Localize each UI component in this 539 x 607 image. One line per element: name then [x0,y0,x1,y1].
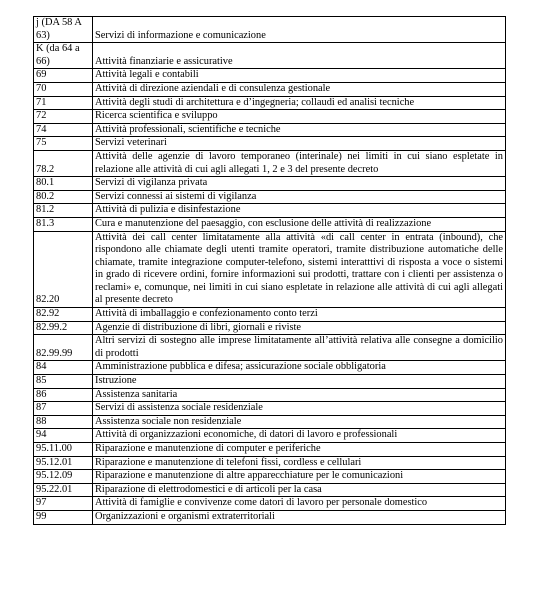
code-cell: 80.2 [34,190,93,204]
table-row [34,429,506,443]
table-row [34,137,506,151]
code-cell: 74 [34,123,93,137]
description-cell: Servizi di informazione e comunicazione [93,17,506,43]
table-row [34,82,506,96]
ateco-codes-table [33,16,506,525]
description-cell: Attività delle agenzie di lavoro temporaneo (interinale) nei limiti in cui siano espletate in relazione alle attività di cui agli allegati 1, 2 e 3 del presente decreto [93,150,506,176]
code-cell: 86 [34,388,93,402]
description-cell: Assistenza sociale non residenziale [93,415,506,429]
table-row [34,361,506,375]
description-cell: Attività di famiglie e convivenze come datori di lavoro per personale domestico [93,497,506,511]
description-cell: Attività degli studi di architettura e d’ingegneria; collaudi ed analisi tecniche [93,96,506,110]
description-cell: Istruzione [93,375,506,389]
ateco-table-document [33,16,505,525]
table-row [34,470,506,484]
code-cell: 84 [34,361,93,375]
code-cell: 70 [34,82,93,96]
description-cell: Attività di direzione aziendali e di consulenza gestionale [93,82,506,96]
table-row [34,69,506,83]
table-row [34,375,506,389]
description-cell: Riparazione e manutenzione di altre apparecchiature per le comunicazioni [93,470,506,484]
description-cell: Servizi veterinari [93,137,506,151]
table-row [34,335,506,361]
code-cell: 69 [34,69,93,83]
table-row [34,17,506,43]
table-row [34,497,506,511]
table-row [34,217,506,231]
table-row [34,190,506,204]
table-row [34,308,506,322]
code-cell: 99 [34,510,93,524]
code-cell: 94 [34,429,93,443]
description-cell: Attività di pulizia e disinfestazione [93,204,506,218]
description-cell: Servizi connessi ai sistemi di vigilanza [93,190,506,204]
table-row [34,177,506,191]
table-row [34,483,506,497]
table-row [34,321,506,335]
code-cell: 95.12.09 [34,470,93,484]
description-cell: Attività dei call center limitatamente alla attività «di call center in entrata (inbound), che rispondono alle chiamate degli utenti tramite operatori, tramite distribuzione automatiche delle chiamate, tramite integrazione computer-telefono, sistemi interatttivi di risposta a voce o sistemi in grado di ricevere ordini, fornire informazioni sui prodotti, trattare con i clienti per assistenza o reclami» e, comunque, nei limiti in cui siano espletate in relazione alle attività di cui agli allegati al presente decreto [93,231,506,308]
code-cell: 80.1 [34,177,93,191]
code-cell: 95.22.01 [34,483,93,497]
table-row [34,443,506,457]
description-cell: Ricerca scientifica e sviluppo [93,110,506,124]
code-cell: 82.20 [34,231,93,308]
table-row [34,402,506,416]
code-cell: 71 [34,96,93,110]
description-cell: Attività finanziarie e assicurative [93,43,506,69]
table-row [34,150,506,176]
description-cell: Riparazione e manutenzione di computer e periferiche [93,443,506,457]
code-cell: 81.3 [34,217,93,231]
description-cell: Attività di imballaggio e confezionamento conto terzi [93,308,506,322]
code-cell: 88 [34,415,93,429]
code-cell: 78.2 [34,150,93,176]
code-cell: j (DA 58 A 63) [34,17,93,43]
description-cell: Attività professionali, scientifiche e tecniche [93,123,506,137]
code-cell: 85 [34,375,93,389]
description-cell: Organizzazioni e organismi extraterritoriali [93,510,506,524]
table-row [34,123,506,137]
table-row [34,231,506,308]
code-cell: 75 [34,137,93,151]
code-cell: 81.2 [34,204,93,218]
description-cell: Assistenza sanitaria [93,388,506,402]
table-row [34,388,506,402]
description-cell: Attività legali e contabili [93,69,506,83]
table-row [34,204,506,218]
description-cell: Riparazione di elettrodomestici e di articoli per la casa [93,483,506,497]
table-row [34,110,506,124]
code-cell: 82.99.99 [34,335,93,361]
description-cell: Agenzie di distribuzione di libri, giornali e riviste [93,321,506,335]
description-cell: Altri servizi di sostegno alle imprese limitatamente all’attività relativa alle consegne a domicilio di prodotti [93,335,506,361]
code-cell: 87 [34,402,93,416]
code-cell: 97 [34,497,93,511]
description-cell: Riparazione e manutenzione di telefoni fissi, cordless e cellulari [93,456,506,470]
code-cell: K (da 64 a 66) [34,43,93,69]
table-row [34,510,506,524]
code-cell: 72 [34,110,93,124]
description-cell: Cura e manutenzione del paesaggio, con esclusione delle attività di realizzazione [93,217,506,231]
table-row [34,415,506,429]
description-cell: Servizi di assistenza sociale residenziale [93,402,506,416]
description-cell: Attività di organizzazioni economiche, di datori di lavoro e professionali [93,429,506,443]
code-cell: 95.12.01 [34,456,93,470]
code-cell: 82.92 [34,308,93,322]
code-cell: 82.99.2 [34,321,93,335]
code-cell: 95.11.00 [34,443,93,457]
table-row [34,456,506,470]
table-row [34,96,506,110]
description-cell: Amministrazione pubblica e difesa; assicurazione sociale obbligatoria [93,361,506,375]
description-cell: Servizi di vigilanza privata [93,177,506,191]
table-row [34,43,506,69]
